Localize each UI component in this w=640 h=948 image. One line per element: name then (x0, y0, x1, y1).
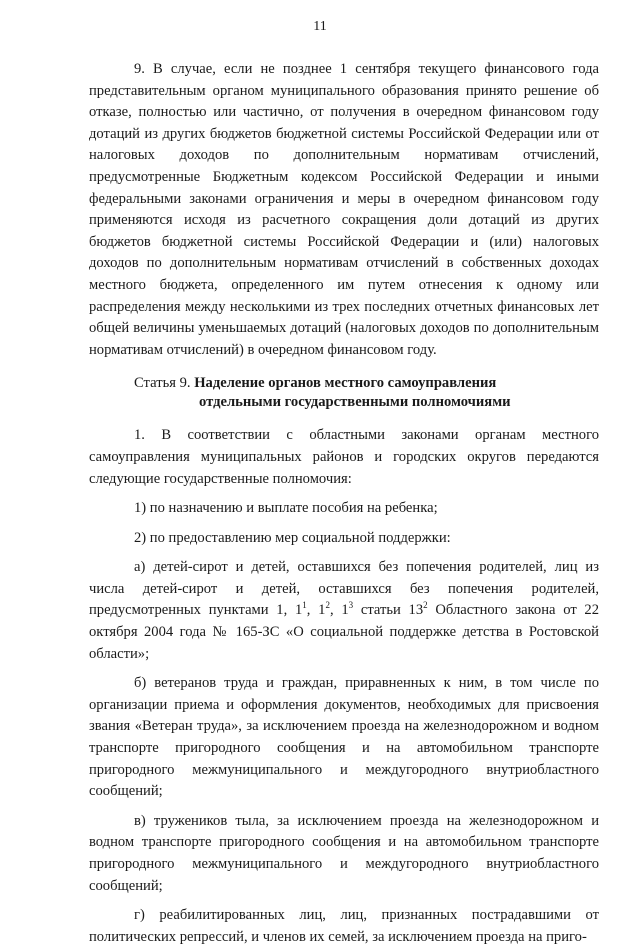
article-title-line1: Наделение органов местного самоуправления (194, 375, 497, 392)
subitem-b: б) ветеранов труда и граждан, приравненных к ним, в том числе по организации приема и оформления документов, необходимых для присвоения звания «Ветеран труда», за исключением проезда на железнодорожном и водном транспорте пригородного сообщения и на автомобильном транспорте пригородного межмуниципального и междугородного внутриобластного сообщений; (89, 675, 599, 800)
article-title-line2: отдельными государственными полномочиями (199, 394, 511, 411)
paragraph-9: 9. В случае, если не позднее 1 сентября текущего финансового года представительным органом муниципального образования принято решение об отказе, полностью или частично, от получения в очередном финансовом году дотаций из других бюджетов бюджетной системы Российской Федерации или от налоговых доходов по дополнительным нормативам отчислений, предусмотренные Бюджетным кодексом Российской Федерации и иными федеральными законами ограничения и меры в очередном финансовом году применяются исходя из расчетного сокращения доли дотаций из других бюджетов бюджетной системы Российской Федерации и (или) налоговых доходов по дополнительным нормативам отчислений в собственных доходах местного бюджета, определенного им путем отнесения к одному или распределения между несколькими из трех последних отчетных финансовых лет общей величины уменьшаемых дотаций (налоговых доходов по дополнительным нормативам отчислений) в очередном финансовом году. (89, 61, 599, 358)
list-item-1: 1) по назначению и выплате пособия на ребенка; (134, 500, 438, 517)
list-item-2: 2) по предоставлению мер социальной поддержки: (134, 529, 451, 546)
subitem-v: в) тружеников тыла, за исключением проезда на железнодорожном и водном транспорте пригородного сообщения и на автомобильном транспорте пригородного межмуниципального и междугородного внутриобластного сообщений; (89, 812, 599, 894)
article-label: Статья 9. (134, 375, 195, 392)
article-heading (89, 374, 599, 412)
page-number: 11 (313, 19, 327, 34)
document-body (89, 59, 599, 948)
subitem-g: г) реабилитированных лиц, лиц, признанных пострадавшими от политических репрессий, и членов их семей, за исключением проезда на приго- (89, 907, 599, 945)
paragraph-1: 1. В соответствии с областными законами органам местного самоуправления муниципальных районов и городских округов передаются следующие государственные полномочия: (89, 427, 599, 487)
subitem-a: а) детей-сирот и детей, оставшихся без попечения родителей, лиц из числа детей-сирот и детей, оставшихся без попечения родителей, предусмотренных пунктами 1, $1^1$, $1^2$, $1^3$ статьи $13^2$ Областного закона от 22 октября 2004 года № 165-ЗС «О социальной поддержке детства в Ростовской области»; (89, 559, 600, 662)
